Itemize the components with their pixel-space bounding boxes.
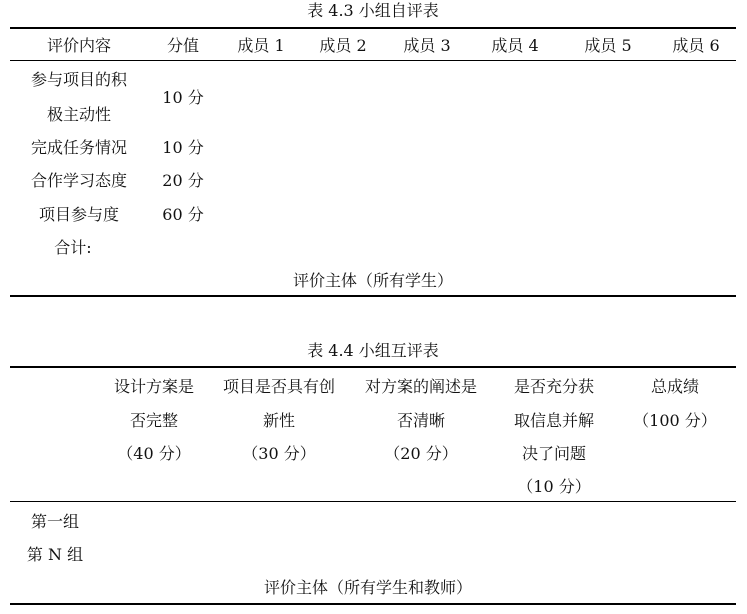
row-label: 极主动性 (46, 105, 112, 124)
column-header: （40 分） (117, 444, 191, 463)
row-score: 10 分 (162, 88, 204, 107)
column-header: 成员 2 (319, 36, 367, 55)
column-header: 取信息并解 (513, 411, 595, 430)
column-header: 成员 1 (237, 36, 285, 55)
column-header: 成员 5 (584, 36, 632, 55)
column-header: 项目是否具有创 (222, 377, 336, 396)
row-label: 合计: (54, 238, 92, 257)
table-caption: 表 4.4 小组互评表 (307, 341, 439, 360)
row-label: 第 N 组 (26, 545, 84, 564)
table-top-rule (10, 366, 736, 368)
column-header: （30 分） (242, 444, 316, 463)
table-bottom-rule (10, 295, 736, 297)
header-rule (10, 501, 736, 502)
column-header: 评价内容 (46, 36, 112, 55)
column-header: 总成绩 (650, 377, 700, 396)
row-label: 完成任务情况 (30, 138, 128, 157)
row-score: 20 分 (162, 171, 204, 190)
table-footer: 评价主体（所有学生） (292, 271, 454, 290)
column-header: 成员 4 (491, 36, 539, 55)
column-header: 否完整 (129, 411, 179, 430)
column-header: （10 分） (517, 477, 591, 496)
header-rule (10, 60, 736, 61)
column-header: 设计方案是 (113, 377, 195, 396)
table-caption: 表 4.3 小组自评表 (307, 1, 439, 20)
row-score: 60 分 (162, 205, 204, 224)
table-footer: 评价主体（所有学生和教师） (263, 578, 473, 597)
row-label: 第一组 (30, 512, 80, 531)
row-label: 合作学习态度 (30, 171, 128, 190)
column-header: （100 分） (633, 411, 717, 430)
row-label: 参与项目的积 (30, 70, 128, 89)
column-header: 新性 (262, 411, 296, 430)
column-header: 是否充分获 (513, 377, 595, 396)
table-top-rule (10, 27, 736, 29)
row-label: 项目参与度 (38, 205, 120, 224)
table-bottom-rule (10, 603, 736, 605)
column-header: 成员 6 (672, 36, 720, 55)
column-header: 对方案的阐述是 (364, 377, 478, 396)
column-header: 否清晰 (396, 411, 446, 430)
row-score: 10 分 (162, 138, 204, 157)
column-header: （20 分） (384, 444, 458, 463)
column-header: 决了问题 (521, 444, 587, 463)
column-header: 分值 (166, 36, 200, 55)
column-header: 成员 3 (403, 36, 451, 55)
